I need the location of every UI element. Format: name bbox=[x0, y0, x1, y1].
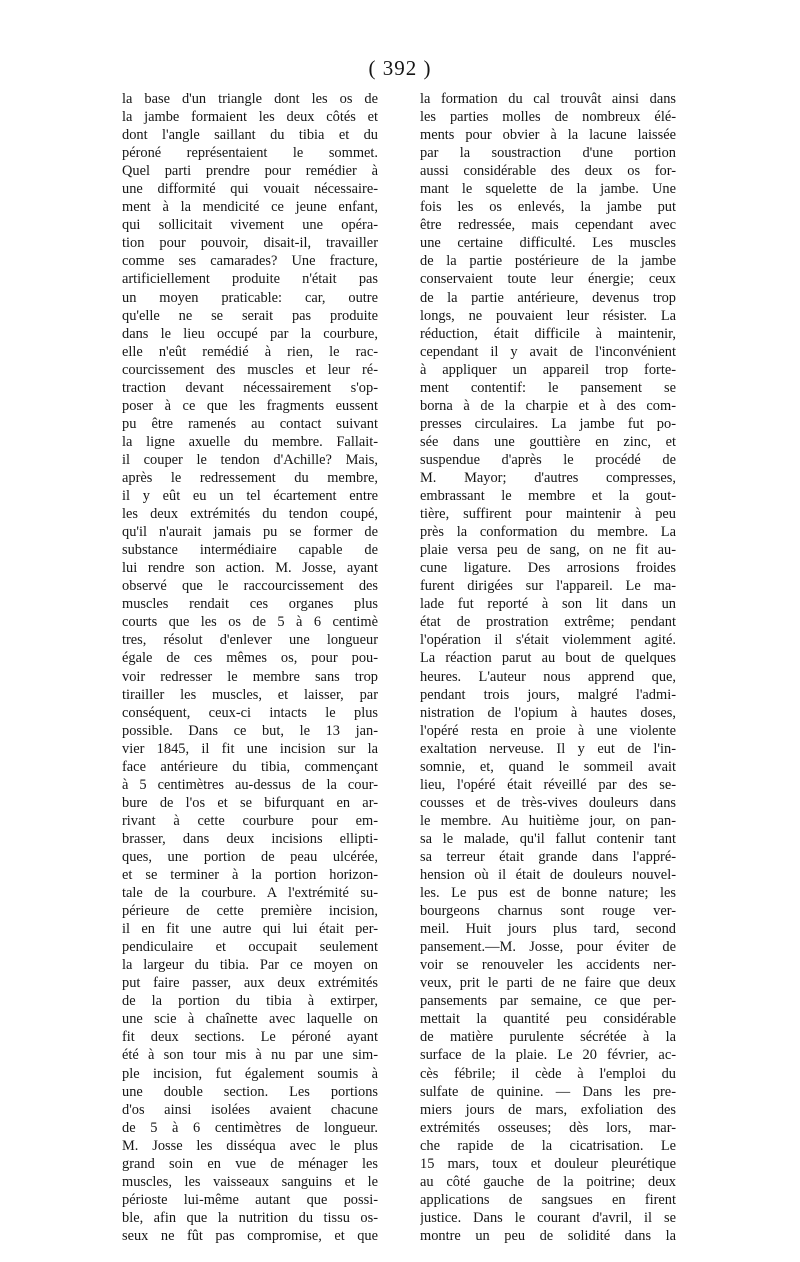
text-line: une double section. Les portions bbox=[122, 1083, 378, 1100]
text-line: heures. L'auteur nous apprend que, bbox=[420, 668, 676, 685]
text-line: cès fébrile; il cède à l'emploi du bbox=[420, 1065, 676, 1082]
text-line: sa le malade, qu'il fallut contenir tant bbox=[420, 830, 676, 847]
text-line: presses circulaires. La jambe fut po- bbox=[420, 415, 676, 432]
text-line: tres, résolut d'enlever une longueur bbox=[122, 632, 378, 649]
text-line: che rapide de la cicatrisation. Le bbox=[420, 1137, 676, 1154]
text-line: après le redressement du membre, bbox=[122, 469, 378, 486]
text-line: conséquent, ceux-ci intacts le plus bbox=[122, 704, 378, 721]
text-line: exaltation nerveuse. Il y eut de l'in- bbox=[420, 740, 676, 757]
text-line: fois les os enlevés, la jambe put bbox=[420, 199, 676, 216]
text-line: brasser, dans deux incisions ellipti- bbox=[122, 830, 378, 847]
text-line: tion pour pouvoir, disait-il, travailler bbox=[122, 235, 378, 252]
text-line: miers jours de mars, exfoliation des bbox=[420, 1101, 676, 1118]
text-line: l'opéré resta en proie à une violente bbox=[420, 722, 676, 739]
text-line: ments pour obvier à la lacune laissée bbox=[420, 127, 676, 144]
text-line: périeure de cette première incision, bbox=[122, 903, 378, 920]
text-line: observé que le raccourcissement des bbox=[122, 578, 378, 595]
text-line: mant le squelette de la jambe. Une bbox=[420, 181, 676, 198]
text-line: hension où il était de douleurs nouvel- bbox=[420, 867, 676, 884]
text-line: ment à la mendicité ce jeune enfant, bbox=[122, 199, 378, 216]
text-line: dans le lieu occupé par la courbure, bbox=[122, 325, 378, 342]
text-line: lieu, l'opéré était réveillé par des se- bbox=[420, 776, 676, 793]
text-line: lade fut reporté à son lit dans un bbox=[420, 596, 676, 613]
text-line: put faire passer, aux deux extrémités bbox=[122, 975, 378, 992]
text-line: pendant trois jours, malgré l'admi- bbox=[420, 686, 676, 703]
text-line: ple incision, fut également soumis à bbox=[122, 1065, 378, 1082]
text-line: vier 1845, il fit une incision sur la bbox=[122, 740, 378, 757]
text-line: près la conformation du membre. La bbox=[420, 524, 676, 541]
text-line: 15 mars, toux et douleur pleurétique bbox=[420, 1155, 676, 1172]
text-line: le membre. Au huitième jour, on pan- bbox=[420, 812, 676, 829]
text-line: ment contentif: le pansement se bbox=[420, 379, 676, 396]
text-line: cependant il y avait de l'inconvénient bbox=[420, 343, 676, 360]
text-line: de la partie postérieure de la jambe bbox=[420, 253, 676, 270]
text-line: seux ne fût pas compromise, et que bbox=[122, 1227, 378, 1244]
text-line: longs, ne pouvaient leur résister. La bbox=[420, 307, 676, 324]
text-line: embrassant le membre et la gout- bbox=[420, 488, 676, 505]
text-line: courts que les os de 5 à 6 centimè bbox=[122, 614, 378, 631]
text-line: surface de la plaie. Le 20 février, ac- bbox=[420, 1047, 676, 1064]
text-line: veux, prit le parti de ne faire que deux bbox=[420, 975, 676, 992]
text-line: sée dans une gouttière en zinc, et bbox=[420, 433, 676, 450]
text-line: de la portion du tibia à extirper, bbox=[122, 993, 378, 1010]
text-line: traction devant nécessairement s'op- bbox=[122, 379, 378, 396]
text-line: la jambe formaient les deux côtés et bbox=[122, 109, 378, 126]
text-line: nistration de l'opium à hautes doses, bbox=[420, 704, 676, 721]
text-line: Quel parti prendre pour remédier à bbox=[122, 163, 378, 180]
text-line: état de prostration extrême; pendant bbox=[420, 614, 676, 631]
text-line: conservaient toute leur énergie; ceux bbox=[420, 271, 676, 288]
text-line: et se terminer à la portion horizon- bbox=[122, 867, 378, 884]
text-line: montre un peu de solidité dans la bbox=[420, 1227, 676, 1244]
left-text-column bbox=[122, 90, 378, 1245]
text-line: pu être ramenés au contact suivant bbox=[122, 415, 378, 432]
text-line: bure de l'os et se bifurquant en ar- bbox=[122, 794, 378, 811]
text-line: égale de ces mêmes os, pour pou- bbox=[122, 650, 378, 667]
text-line: lui rendre son action. M. Josse, ayant bbox=[122, 560, 378, 577]
text-line: cousses et de très-vives douleurs dans bbox=[420, 794, 676, 811]
text-line: par la soustraction d'une portion bbox=[420, 145, 676, 162]
text-line: pansement.—M. Josse, pour éviter de bbox=[420, 939, 676, 956]
text-line: la formation du cal trouvât ainsi dans bbox=[420, 91, 676, 107]
text-line: M. Josse les disséqua avec le plus bbox=[122, 1137, 378, 1154]
text-line: sa terreur était grande dans l'appré- bbox=[420, 848, 676, 865]
text-line: justice. Dans le courant d'avril, il se bbox=[420, 1209, 676, 1226]
text-line: applications de sangsues en firent bbox=[420, 1191, 676, 1208]
text-line: suspendue d'après le procédé de bbox=[420, 451, 676, 468]
text-line: il couper le tendon d'Achille? Mais, bbox=[122, 451, 378, 468]
text-line: substance intermédiaire capable de bbox=[122, 542, 378, 559]
text-line: une scie à chaînette avec laquelle on bbox=[122, 1011, 378, 1028]
text-line: de matière purulente sécrétée à la bbox=[420, 1029, 676, 1046]
text-line: borna à de la charpie et à des com- bbox=[420, 397, 676, 414]
text-line: réduction, était difficile à maintenir, bbox=[420, 325, 676, 342]
text-line: les parties molles de nombreux élé- bbox=[420, 109, 676, 126]
text-line: voir se renouveler les accidents ner- bbox=[420, 957, 676, 974]
text-line: tirailler les muscles, et laisser, par bbox=[122, 686, 378, 703]
text-line: plaie versa peu de sang, on ne fit au- bbox=[420, 542, 676, 559]
text-line: à appliquer un appareil trop forte- bbox=[420, 361, 676, 378]
text-line: elle n'eût remédié à rien, le rac- bbox=[122, 343, 378, 360]
text-line: péroné représentaient le sommet. bbox=[122, 145, 378, 162]
text-line: sulfate de quinine. — Dans les pre- bbox=[420, 1083, 676, 1100]
text-line: qu'il n'aurait jamais pu se former de bbox=[122, 524, 378, 541]
text-line: muscles, les vaisseaux sanguins et le bbox=[122, 1173, 378, 1190]
text-line: cune ligature. Des arrosions froides bbox=[420, 560, 676, 577]
text-line: fit deux sections. Le péroné ayant bbox=[122, 1029, 378, 1046]
text-line: un moyen praticable: car, outre bbox=[122, 289, 378, 306]
text-line: pansements par semaine, ce que per- bbox=[420, 993, 676, 1010]
text-line: ble, afin que la nutrition du tissu os- bbox=[122, 1209, 378, 1226]
text-line: l'opération il s'était violemment agité. bbox=[420, 632, 676, 649]
text-line: la base d'un triangle dont les os de bbox=[122, 91, 378, 107]
text-line: il y eût eu un tel écartement entre bbox=[122, 488, 378, 505]
text-line: être redressée, mais cependant avec bbox=[420, 217, 676, 234]
text-line: bourgeons charnus sont rouge ver- bbox=[420, 903, 676, 920]
text-line: La réaction parut au bout de quelques bbox=[420, 650, 676, 667]
text-line: de 5 à 6 centimètres de longueur. bbox=[122, 1119, 378, 1136]
text-line: dont l'angle saillant du tibia et du bbox=[122, 127, 378, 144]
text-line: artificiellement produite n'était pas bbox=[122, 271, 378, 288]
text-line: qu'elle ne se serait pas produite bbox=[122, 307, 378, 324]
right-text-column bbox=[420, 90, 676, 1245]
text-line: une certaine difficulté. Les muscles bbox=[420, 235, 676, 252]
text-line: au côté gauche de la poitrine; deux bbox=[420, 1173, 676, 1190]
text-line: face antérieure du tibia, commençant bbox=[122, 758, 378, 775]
text-line: d'os ainsi isolées avaient chacune bbox=[122, 1101, 378, 1118]
text-line: ques, une portion de peau ulcérée, bbox=[122, 848, 378, 865]
page-number: ( 392 ) bbox=[368, 56, 432, 80]
text-line: furent dirigées sur l'appareil. Le ma- bbox=[420, 578, 676, 595]
text-line: rivant à cette courbure pour em- bbox=[122, 812, 378, 829]
text-line: possible. Dans ce but, le 13 jan- bbox=[122, 722, 378, 739]
text-line: il en fit une autre qui lui était per- bbox=[122, 921, 378, 938]
text-line: somnie, et, quand le sommeil avait bbox=[420, 758, 676, 775]
text-line: meil. Huit jours plus tard, second bbox=[420, 921, 676, 938]
text-line: la largeur du tibia. Par ce moyen on bbox=[122, 957, 378, 974]
text-line: périoste lui-même autant que possi- bbox=[122, 1191, 378, 1208]
text-line: tière, suffirent pour maintenir à peu bbox=[420, 506, 676, 523]
text-line: à 5 centimètres au-dessus de la cour- bbox=[122, 776, 378, 793]
text-line: une difformité qui vouait nécessaire- bbox=[122, 181, 378, 198]
text-line: courcissement des muscles et leur ré- bbox=[122, 361, 378, 378]
text-line: pendiculaire et occupait seulement bbox=[122, 939, 378, 956]
text-line: aussi considérable des deux os for- bbox=[420, 163, 676, 180]
text-line: M. Mayor; d'autres compresses, bbox=[420, 469, 676, 486]
text-line: tale de la courbure. A l'extrémité su- bbox=[122, 885, 378, 902]
text-line: les deux extrémités du tendon coupé, bbox=[122, 506, 378, 523]
text-line: grand soin en vue de ménager les bbox=[122, 1155, 378, 1172]
text-line: poser à ce que les fragments eussent bbox=[122, 397, 378, 414]
text-line: qui sollicitait vivement une opéra- bbox=[122, 217, 378, 234]
text-line: de la partie antérieure, devenus trop bbox=[420, 289, 676, 306]
text-line: extrémités osseuses; dès lors, mar- bbox=[420, 1119, 676, 1136]
text-line: voir redresser le membre sans trop bbox=[122, 668, 378, 685]
text-line: été à son tour mis à nu par une sim- bbox=[122, 1047, 378, 1064]
text-line: comme ses camarades? Une fracture, bbox=[122, 253, 378, 270]
text-line: muscles rendait ces organes plus bbox=[122, 596, 378, 613]
text-line: mettait la quantité peu considérable bbox=[420, 1011, 676, 1028]
text-line: les. Le pus est de bonne nature; les bbox=[420, 885, 676, 902]
text-line: la ligne axuelle du membre. Fallait- bbox=[122, 433, 378, 450]
